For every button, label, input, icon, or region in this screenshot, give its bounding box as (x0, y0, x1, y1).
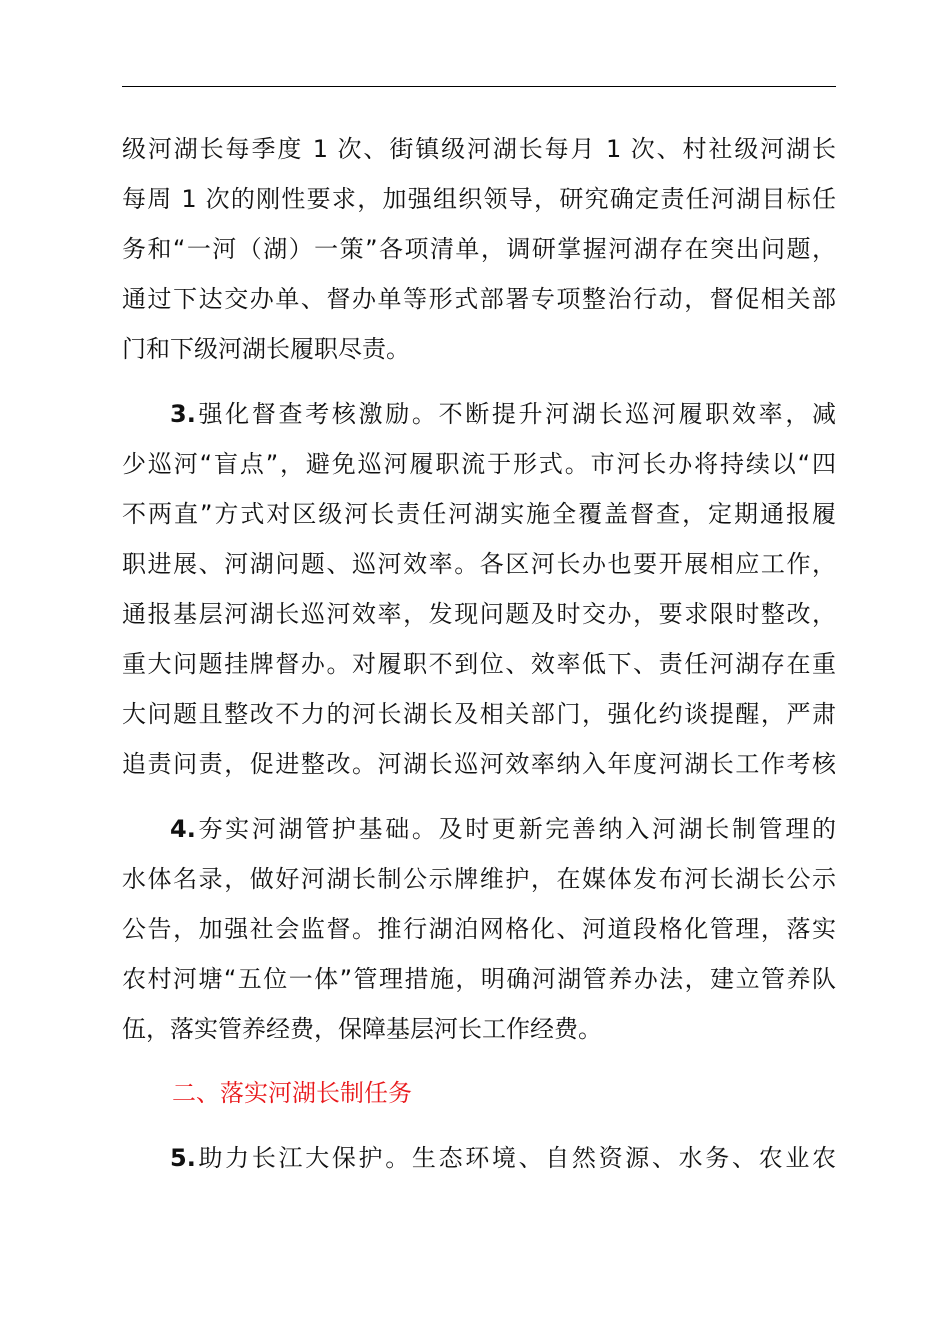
paragraph-line: 不两直”方式对区级河长责任河湖实施全覆盖督查，定期通报履 (122, 500, 836, 528)
paragraph-line: 大问题且整改不力的河长湖长及相关部门，强化约谈提醒，严肃 (122, 700, 836, 728)
header-rule (122, 86, 836, 87)
item-4-title-text: 夯实河湖管护基础。及时更新完善纳入河湖长制管理的 (195, 815, 836, 843)
paragraph-line: 公告，加强社会监督。推行湖泊网格化、河道段格化管理，落实 (122, 915, 836, 943)
section-heading: 二、落实河湖长制任务 (172, 1079, 412, 1107)
item-3-title-text: 强化督查考核激励。不断提升河湖长巡河履职效率，减 (195, 400, 836, 428)
paragraph-line: 门和下级河湖长履职尽责。 (122, 335, 410, 363)
paragraph-line: 每周 1 次的刚性要求，加强组织领导，研究确定责任河湖目标任 (122, 185, 836, 213)
paragraph-line: 通过下达交办单、督办单等形式部署专项整治行动，督促相关部 (122, 285, 836, 313)
paragraph-line: 水体名录，做好河湖长制公示牌维护，在媒体发布河长湖长公示 (122, 865, 836, 893)
paragraph-line: 少巡河“盲点”，避免巡河履职流于形式。市河长办将持续以“四 (122, 450, 836, 478)
item-4-number: 4. (170, 815, 196, 843)
item-5-number: 5. (170, 1144, 196, 1172)
paragraph-line: 级河湖长每季度 1 次、街镇级河湖长每月 1 次、村社级河湖长 (122, 135, 836, 163)
paragraph-line: 追责问责，促进整改。河湖长巡河效率纳入年度河湖长工作考核 (122, 750, 836, 778)
paragraph-line: 农村河塘“五位一体”管理措施，明确河湖管养办法，建立管养队 (122, 965, 836, 993)
item-5-first-line (170, 1143, 836, 1173)
item-4-first-line (170, 814, 836, 844)
item-3-first-line (170, 399, 836, 429)
paragraph-line: 务和“一河（湖）一策”各项清单，调研掌握河湖存在突出问题， (122, 235, 836, 263)
item-5-title-text: 助力长江大保护。生态环境、自然资源、水务、农业农 (195, 1144, 836, 1172)
paragraph-line: 通报基层河湖长巡河效率，发现问题及时交办，要求限时整改， (122, 600, 836, 628)
paragraph-line: 伍，落实管养经费，保障基层河长工作经费。 (122, 1015, 602, 1043)
paragraph-line: 重大问题挂牌督办。对履职不到位、效率低下、责任河湖存在重 (122, 650, 836, 678)
paragraph-line: 职进展、河湖问题、巡河效率。各区河长办也要开展相应工作， (122, 550, 836, 578)
item-3-number: 3. (170, 400, 196, 428)
